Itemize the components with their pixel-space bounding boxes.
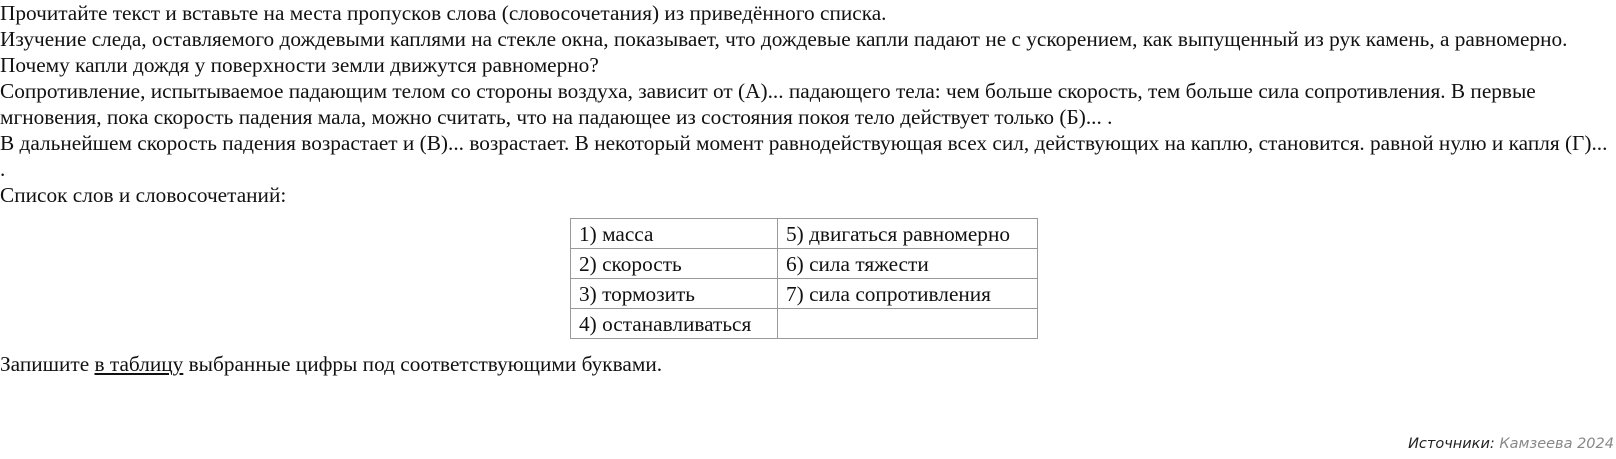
table-cell: 5) двигаться равномерно	[778, 219, 1038, 249]
table-cell: 3) тормозить	[571, 279, 778, 309]
table-cell: 1) масса	[571, 219, 778, 249]
table-row	[571, 279, 1038, 309]
sources-label: Источники:	[1408, 436, 1495, 452]
word-list-heading: Список слов и словосочетаний:	[0, 183, 287, 207]
table-cell: 6) сила тяжести	[778, 249, 1038, 279]
word-table	[570, 218, 1038, 339]
table-row	[571, 219, 1038, 249]
table-cell: 4) останавливаться	[571, 309, 778, 339]
sources-line	[1408, 434, 1614, 454]
answer-instruction-end: выбранные цифры под соответствующими буквами.	[183, 352, 663, 376]
text-paragraph-1: Изучение следа, оставляемого дождевыми каплями на стекле окна, показывает, что дождевые капли падают не с ускорением, как выпущенный из рук камень, а равномерно.	[0, 27, 1568, 51]
answer-instruction-start: Запишите	[0, 352, 95, 376]
answer-table-link[interactable]: в таблицу	[94, 352, 184, 376]
table-cell: 2) скорость	[571, 249, 778, 279]
table-cell: 7) сила сопротивления	[778, 279, 1038, 309]
text-paragraph-2: Сопротивление, испытываемое падающим телом со стороны воздуха, зависит от (А)... падающего тела: чем больше скорость, тем больше сила сопротивления. В первые мгновения, пока скорость падения мала, можно считать, что на падающее из состояния покоя тело действует только (Б)... .	[0, 79, 1536, 129]
word-table-container	[0, 218, 1616, 339]
answer-instruction	[0, 351, 1616, 377]
table-cell	[778, 309, 1038, 339]
table-row	[571, 309, 1038, 339]
task-instruction: Прочитайте текст и вставьте на места пропусков слова (словосочетания) из приведённого списка.	[0, 1, 887, 25]
text-question: Почему капли дождя у поверхности земли движутся равномерно?	[0, 53, 599, 77]
sources-name: Камзеева 2024	[1499, 436, 1614, 452]
text-paragraph-3: В дальнейшем скорость падения возрастает и (В)... возрастает. В некоторый момент равнодействующая всех сил, действующих на каплю, становится. равной нулю и капля (Г)... .	[0, 131, 1608, 181]
table-row	[571, 249, 1038, 279]
